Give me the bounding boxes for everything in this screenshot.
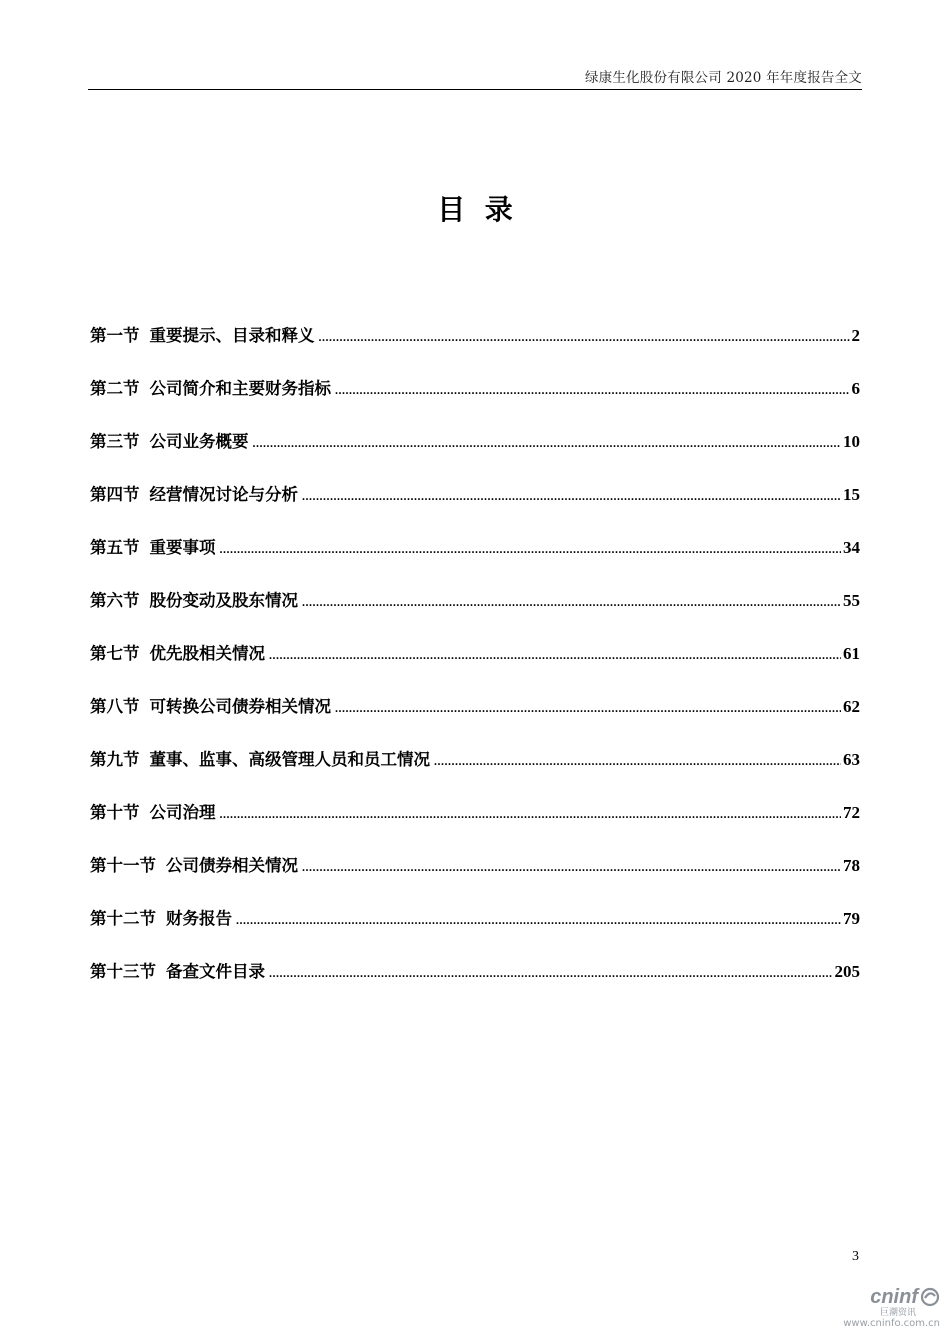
- toc-dot-leader: [236, 909, 841, 928]
- toc-section-label: 第二节: [90, 379, 140, 398]
- toc-section-label: 第六节: [90, 591, 140, 610]
- toc-section-title: 重要提示、目录和释义: [149, 326, 315, 345]
- toc-dot-leader: [335, 697, 841, 716]
- toc-section-label: 第九节: [90, 750, 140, 769]
- toc-section-title: 董事、监事、高级管理人员和员工情况: [149, 750, 430, 769]
- watermark-chinese-name: 巨潮资讯: [879, 1308, 916, 1318]
- toc-entry-11[interactable]: [90, 852, 860, 905]
- toc-dot-leader: [302, 591, 841, 610]
- toc-entry-3[interactable]: [90, 428, 860, 481]
- toc-dot-leader: [335, 379, 850, 398]
- toc-entry-10[interactable]: [90, 799, 860, 852]
- toc-entry-13[interactable]: [90, 958, 860, 1011]
- toc-dot-leader: [220, 538, 842, 557]
- toc-page-number: 10: [843, 432, 860, 451]
- toc-section-title: 重要事项: [149, 538, 216, 557]
- page-title: 目 录: [437, 193, 513, 226]
- toc-section-title: 公司业务概要: [149, 432, 249, 451]
- toc-page-number: 72: [843, 803, 860, 822]
- toc-section-label: 第一节: [90, 326, 140, 345]
- toc-section-title: 公司简介和主要财务指标: [149, 379, 331, 398]
- toc-page-number: 2: [851, 326, 860, 345]
- toc-section-title: 备查文件目录: [166, 962, 265, 981]
- toc-section-label: 第八节: [90, 697, 140, 716]
- toc-dot-leader: [302, 485, 841, 504]
- toc-dot-leader: [319, 326, 850, 345]
- toc-page-number: 55: [843, 591, 860, 610]
- toc-dot-leader: [253, 432, 842, 451]
- toc-entry-9[interactable]: [90, 746, 860, 799]
- page-number: 3: [852, 1249, 859, 1264]
- toc-dot-leader: [269, 644, 841, 663]
- toc-dot-leader: [302, 856, 841, 875]
- toc-section-title: 股份变动及股东情况: [149, 591, 298, 610]
- toc-dot-leader: [269, 962, 833, 981]
- toc-section-label: 第七节: [90, 644, 140, 663]
- toc-section-label: 第十三节: [90, 962, 156, 981]
- toc-page-number: 63: [843, 750, 860, 769]
- watermark-logo-text: cninf: [870, 1286, 918, 1308]
- toc-page-number: 79: [843, 909, 860, 928]
- toc-page-number: 6: [851, 379, 860, 398]
- watermark-url: www.cninfo.com.cn: [843, 1318, 940, 1329]
- toc-section-label: 第十一节: [90, 856, 156, 875]
- toc-page-number: 205: [834, 962, 860, 981]
- toc-section-title: 公司债券相关情况: [166, 856, 298, 875]
- toc-entry-7[interactable]: [90, 640, 860, 693]
- toc-section-title: 公司治理: [149, 803, 216, 822]
- toc-entry-6[interactable]: [90, 587, 860, 640]
- toc-page-number: 61: [843, 644, 860, 663]
- cninfo-watermark: [825, 1286, 940, 1334]
- table-of-contents: [90, 322, 860, 1011]
- toc-section-label: 第三节: [90, 432, 140, 451]
- document-header: 绿康生化股份有限公司 2020 年年度报告全文: [584, 70, 862, 86]
- toc-section-label: 第五节: [90, 538, 140, 557]
- toc-dot-leader: [434, 750, 841, 769]
- toc-entry-12[interactable]: [90, 905, 860, 958]
- toc-entry-8[interactable]: [90, 693, 860, 746]
- watermark-logo: [825, 1286, 940, 1308]
- toc-page-number: 62: [843, 697, 860, 716]
- toc-entry-2[interactable]: [90, 375, 860, 428]
- cninfo-logo-icon: [920, 1287, 940, 1307]
- toc-section-title: 财务报告: [166, 909, 232, 928]
- toc-dot-leader: [220, 803, 842, 822]
- toc-section-label: 第四节: [90, 485, 140, 504]
- toc-section-label: 第十节: [90, 803, 140, 822]
- toc-entry-5[interactable]: [90, 534, 860, 587]
- toc-page-number: 78: [843, 856, 860, 875]
- toc-section-label: 第十二节: [90, 909, 156, 928]
- toc-entry-4[interactable]: [90, 481, 860, 534]
- toc-page-number: 34: [843, 538, 860, 557]
- toc-section-title: 优先股相关情况: [149, 644, 265, 663]
- toc-section-title: 可转换公司债券相关情况: [149, 697, 331, 716]
- header-divider: [88, 89, 862, 90]
- toc-page-number: 15: [843, 485, 860, 504]
- toc-entry-1[interactable]: [90, 322, 860, 375]
- toc-section-title: 经营情况讨论与分析: [149, 485, 298, 504]
